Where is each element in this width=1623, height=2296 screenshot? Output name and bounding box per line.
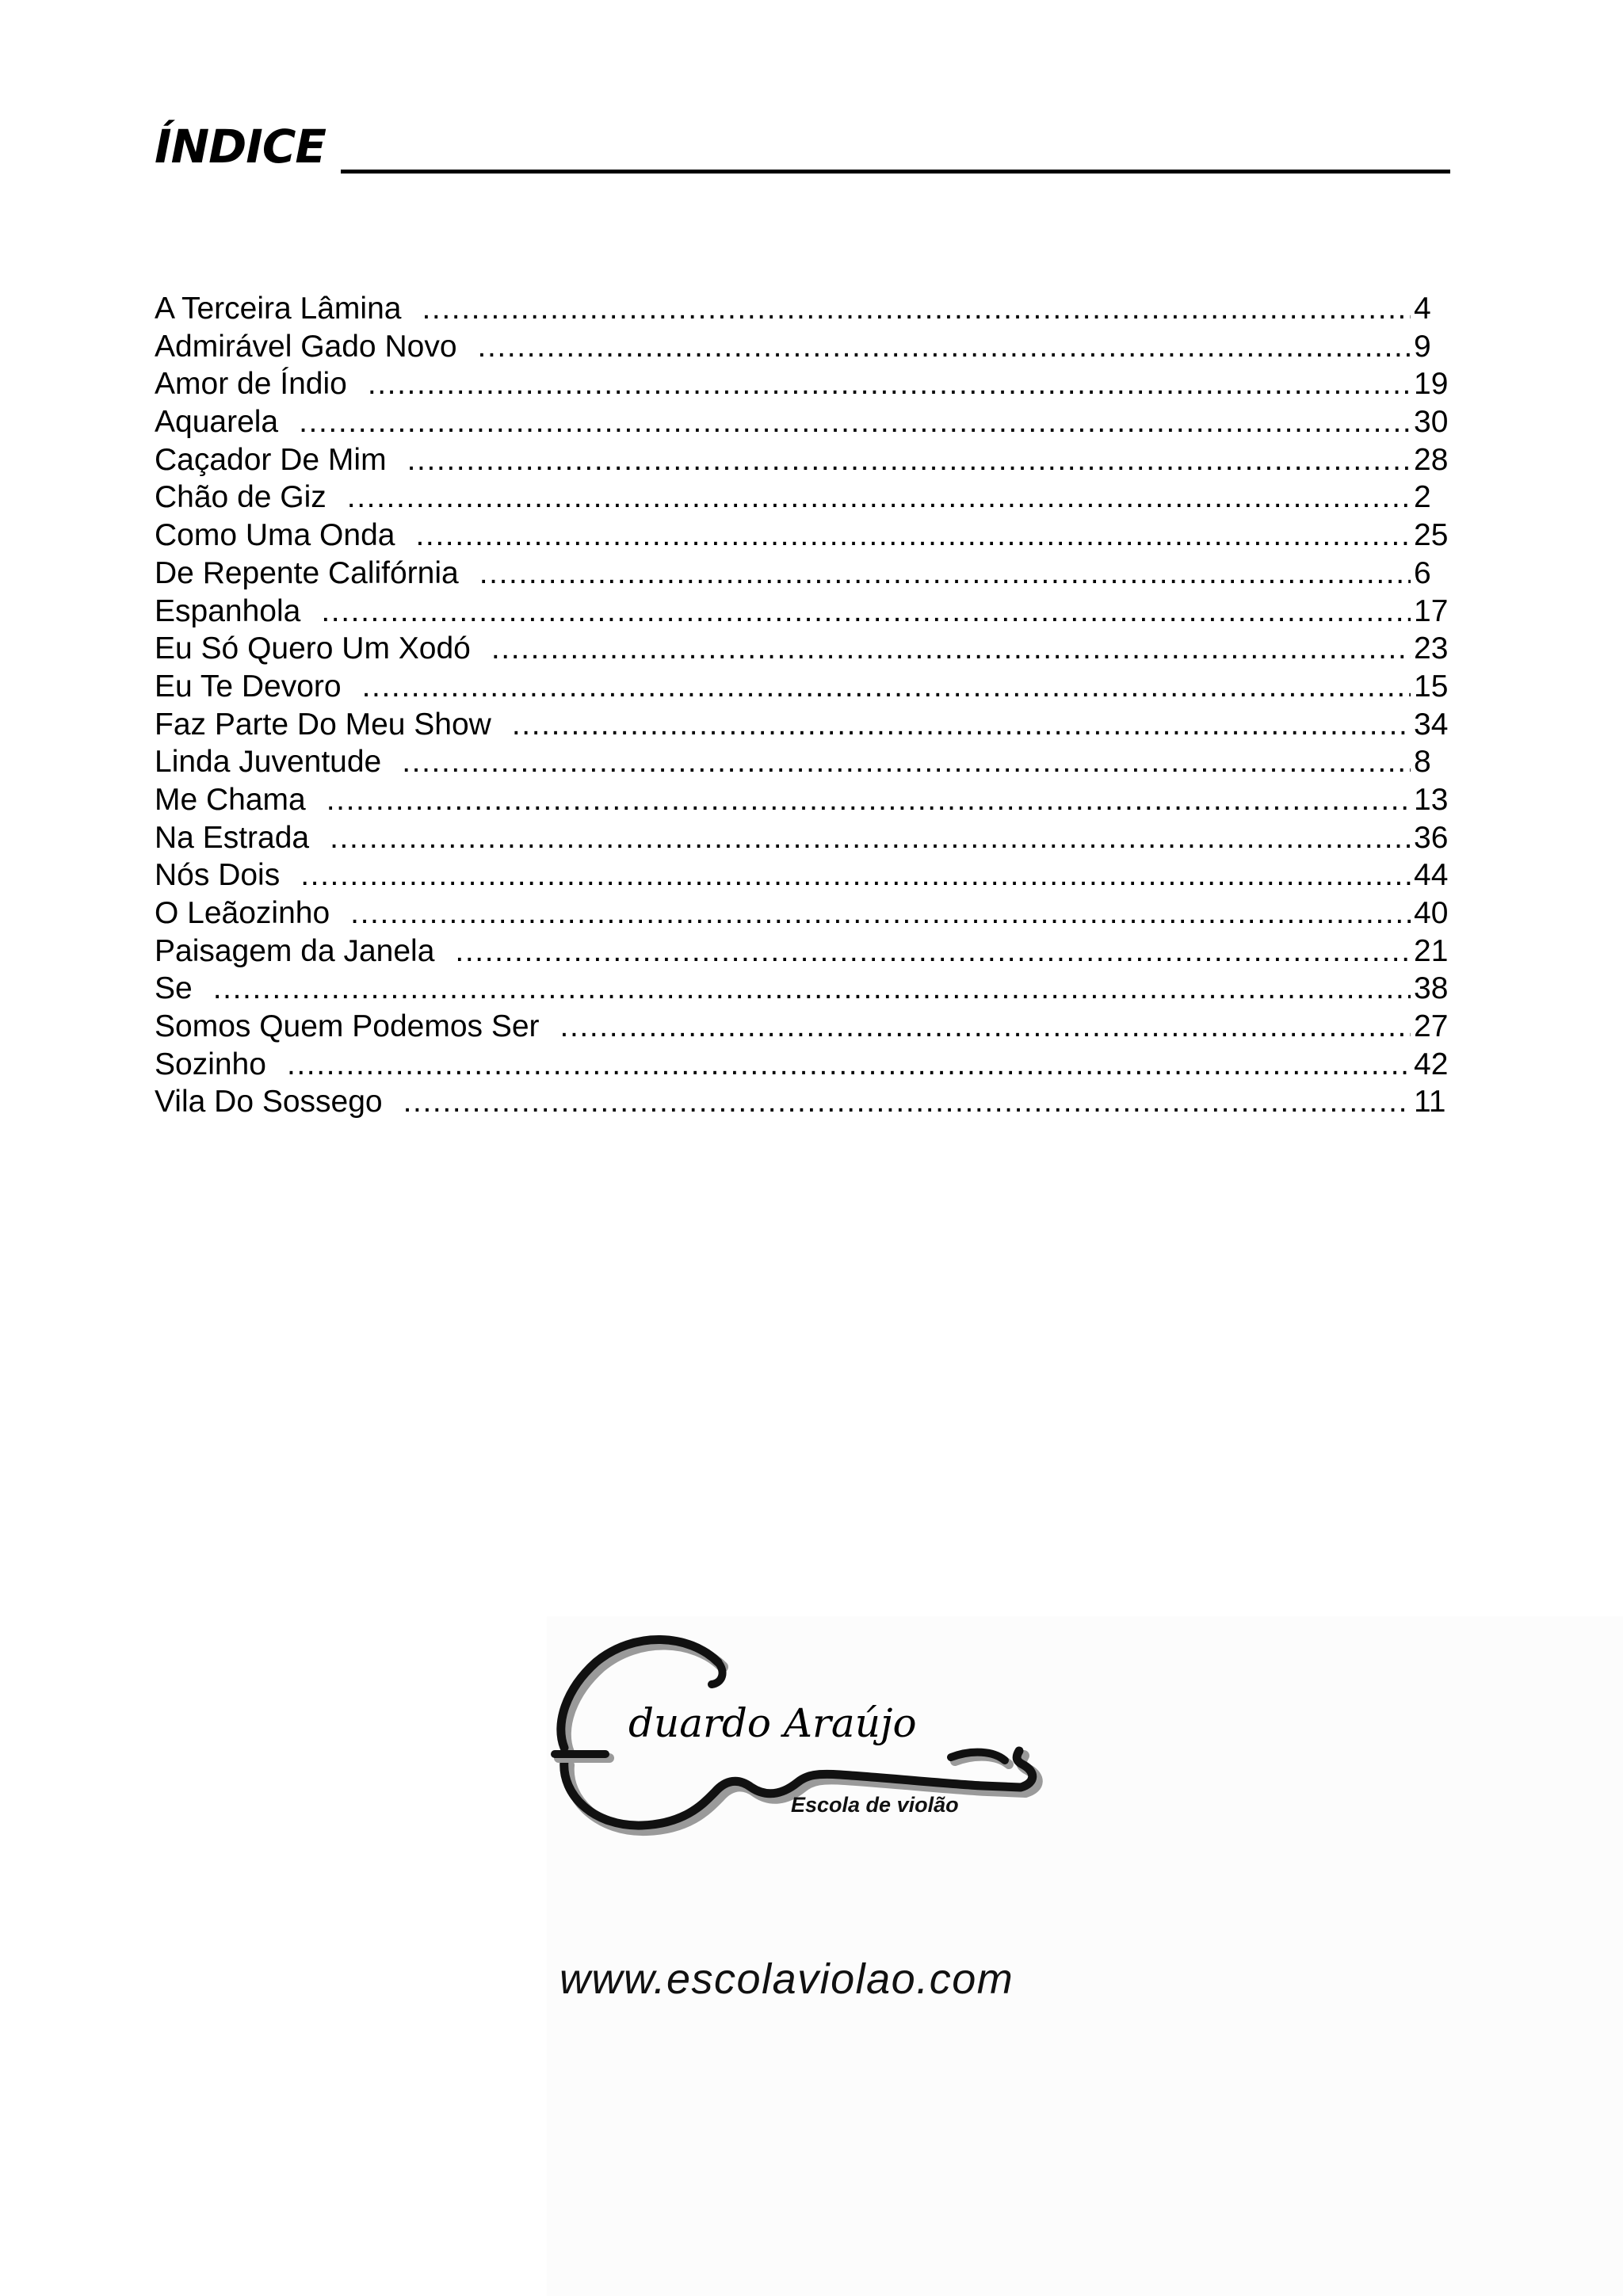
- index-header: [155, 119, 1450, 182]
- toc-dot-leader: [350, 894, 1411, 933]
- toc-entry-title: Admirável Gado Novo: [155, 329, 457, 364]
- toc-entry-title: Caçador De Mim: [155, 442, 387, 477]
- toc-entry-title: Somos Quem Podemos Ser: [155, 1009, 540, 1044]
- toc-entry-title: Na Estrada: [155, 820, 310, 855]
- toc-entry[interactable]: [155, 290, 1452, 328]
- toc-entry-title: Paisagem da Janela: [155, 933, 435, 968]
- toc-entry[interactable]: [155, 856, 1452, 894]
- toc-dot-leader: [478, 328, 1411, 366]
- toc-dot-leader: [299, 403, 1411, 441]
- eduardo-araujo-logo: [539, 1616, 1046, 1838]
- logo-name-text: duardo Araújo: [628, 1700, 917, 1746]
- toc-entry-title: Amor de Índio: [155, 367, 347, 402]
- toc-entry-title: De Repente Califórnia: [155, 555, 459, 590]
- toc-entry-page-number: 13: [1414, 782, 1449, 817]
- toc-entry-title: Espanhola: [155, 593, 301, 628]
- toc-entry-title: Vila Do Sossego: [155, 1085, 383, 1119]
- toc-dot-leader: [327, 781, 1411, 819]
- table-of-contents: [155, 290, 1452, 1121]
- logo-tagline: Escola de violão: [791, 1793, 959, 1817]
- toc-dot-leader: [422, 290, 1411, 328]
- toc-entry-title: Nós Dois: [155, 858, 281, 893]
- toc-dot-leader: [455, 933, 1411, 971]
- toc-entry-page-number: 38: [1414, 971, 1449, 1006]
- toc-entry[interactable]: [155, 743, 1452, 781]
- toc-entry[interactable]: [155, 894, 1452, 933]
- toc-entry-page-number: 19: [1414, 367, 1449, 402]
- toc-entry[interactable]: [155, 441, 1452, 479]
- toc-entry-page-number: 34: [1414, 707, 1449, 742]
- toc-entry-page-number: 2: [1414, 480, 1431, 515]
- toc-entry[interactable]: [155, 403, 1452, 441]
- toc-entry[interactable]: [155, 1008, 1452, 1046]
- toc-entry[interactable]: [155, 933, 1452, 971]
- toc-dot-leader: [300, 856, 1411, 894]
- toc-dot-leader: [402, 743, 1411, 781]
- toc-entry[interactable]: [155, 819, 1452, 857]
- toc-dot-leader: [321, 593, 1411, 631]
- toc-entry-page-number: 21: [1414, 933, 1449, 968]
- toc-entry[interactable]: [155, 593, 1452, 631]
- toc-entry-page-number: 6: [1414, 555, 1431, 590]
- toc-dot-leader: [479, 555, 1411, 593]
- toc-entry-title: Me Chama: [155, 782, 306, 817]
- toc-dot-leader: [407, 441, 1411, 479]
- toc-entry-page-number: 36: [1414, 820, 1449, 855]
- toc-entry-page-number: 15: [1414, 669, 1449, 704]
- toc-entry-page-number: 11: [1414, 1085, 1446, 1119]
- toc-dot-leader: [330, 819, 1411, 857]
- toc-entry-page-number: 9: [1414, 329, 1431, 364]
- toc-entry-title: Chão de Giz: [155, 480, 327, 515]
- toc-entry-title: Sozinho: [155, 1047, 266, 1081]
- toc-dot-leader: [491, 630, 1411, 668]
- toc-entry-page-number: 30: [1414, 405, 1449, 440]
- toc-entry-title: A Terceira Lâmina: [155, 292, 402, 326]
- toc-entry-page-number: 44: [1414, 858, 1449, 893]
- toc-dot-leader: [512, 706, 1411, 744]
- toc-entry-page-number: 27: [1414, 1009, 1449, 1044]
- toc-entry-page-number: 25: [1414, 518, 1449, 553]
- toc-dot-leader: [287, 1046, 1411, 1084]
- toc-entry-title: Faz Parte Do Meu Show: [155, 707, 491, 742]
- toc-entry[interactable]: [155, 970, 1452, 1008]
- toc-entry[interactable]: [155, 328, 1452, 366]
- toc-dot-leader: [560, 1008, 1411, 1046]
- toc-entry[interactable]: [155, 1046, 1452, 1084]
- toc-dot-leader: [362, 668, 1411, 706]
- toc-dot-leader: [403, 1083, 1411, 1121]
- toc-entry-page-number: 23: [1414, 631, 1449, 666]
- toc-entry-title: Eu Te Devoro: [155, 669, 342, 704]
- toc-entry-page-number: 8: [1414, 745, 1431, 780]
- toc-entry-title: O Leãozinho: [155, 896, 330, 930]
- toc-dot-leader: [347, 479, 1411, 517]
- toc-entry[interactable]: [155, 365, 1452, 403]
- toc-dot-leader: [368, 365, 1411, 403]
- toc-entry-page-number: 4: [1414, 292, 1431, 326]
- toc-entry[interactable]: [155, 706, 1452, 744]
- toc-dot-leader: [213, 970, 1411, 1008]
- toc-entry[interactable]: [155, 479, 1452, 517]
- toc-entry-title: Aquarela: [155, 405, 279, 440]
- index-title: ÍNDICE: [155, 120, 327, 174]
- toc-entry-page-number: 17: [1414, 593, 1449, 628]
- toc-entry[interactable]: [155, 781, 1452, 819]
- toc-entry[interactable]: [155, 630, 1452, 668]
- toc-entry[interactable]: [155, 517, 1452, 555]
- website-link[interactable]: www.escolaviolao.com: [559, 1955, 1014, 2003]
- toc-entry[interactable]: [155, 555, 1452, 593]
- toc-entry-title: Eu Só Quero Um Xodó: [155, 631, 471, 666]
- toc-entry-page-number: 28: [1414, 442, 1449, 477]
- toc-entry[interactable]: [155, 668, 1452, 706]
- toc-entry[interactable]: [155, 1083, 1452, 1121]
- title-underline: [341, 170, 1450, 174]
- toc-entry-title: Como Uma Onda: [155, 518, 395, 553]
- toc-entry-page-number: 40: [1414, 896, 1449, 930]
- toc-dot-leader: [415, 517, 1411, 555]
- toc-entry-title: Linda Juventude: [155, 745, 382, 780]
- toc-entry-title: Se: [155, 971, 193, 1006]
- toc-entry-page-number: 42: [1414, 1047, 1449, 1081]
